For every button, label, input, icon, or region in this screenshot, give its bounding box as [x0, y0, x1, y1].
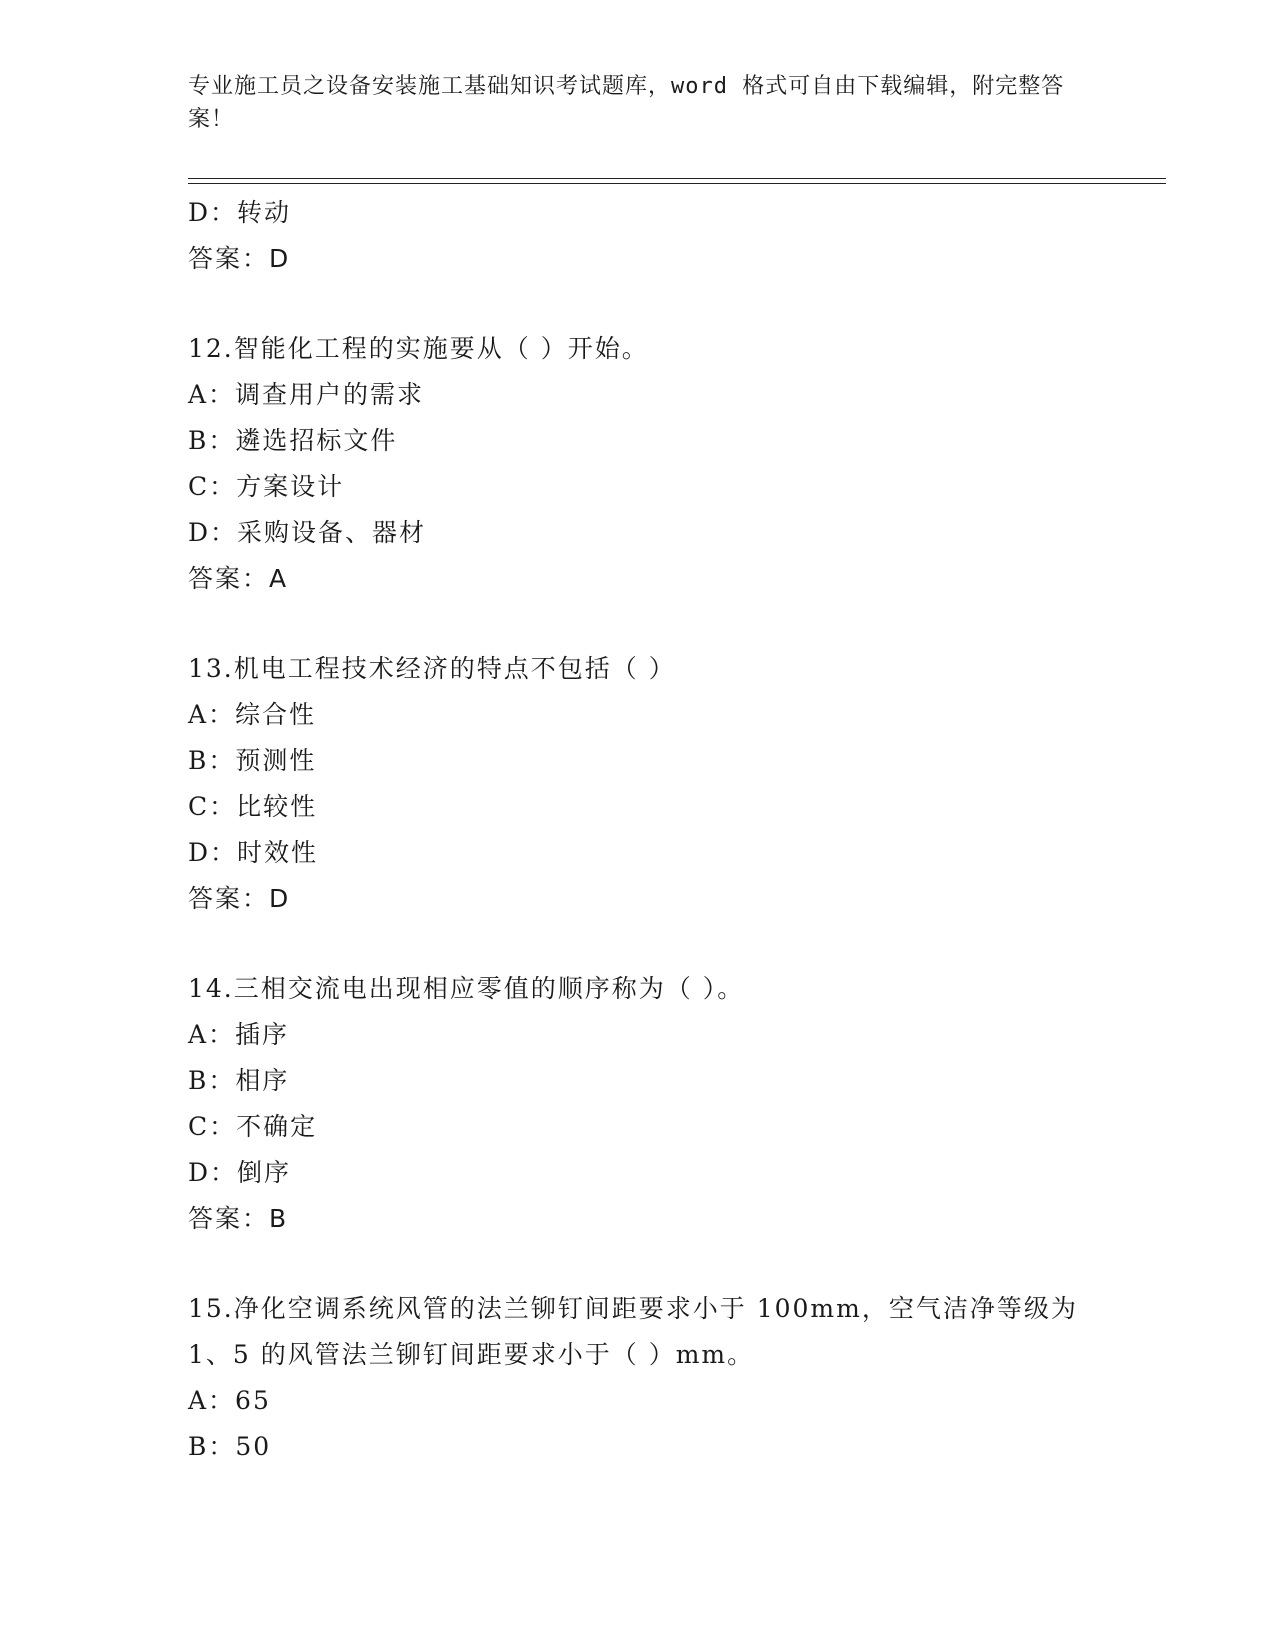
option-a: A：综合性	[188, 700, 317, 729]
option-b: B：预测性	[188, 746, 317, 775]
spacer	[188, 602, 1088, 646]
header-divider-bottom	[188, 183, 1166, 184]
question-15	[188, 1286, 1088, 1470]
question-14	[188, 966, 1088, 1242]
question-text: 12.智能化工程的实施要从（ ）开始。	[188, 334, 649, 363]
option-c: C：比较性	[188, 792, 318, 821]
question-11-answer: 答案：D	[188, 244, 291, 273]
option-b: B：遴选招标文件	[188, 426, 398, 455]
option-d: D：时效性	[188, 838, 319, 867]
option-c: C：方案设计	[188, 472, 345, 501]
option-d: D：采购设备、器材	[188, 518, 427, 547]
question-12	[188, 326, 1088, 602]
question-13	[188, 646, 1088, 922]
option-b: B：相序	[188, 1066, 290, 1095]
answer: 答案：B	[188, 1204, 289, 1233]
option-b: B：50	[188, 1432, 272, 1461]
document-header: 专业施工员之设备安装施工基础知识考试题库，word 格式可自由下载编辑，附完整答案！	[188, 74, 1065, 132]
spacer	[188, 1242, 1088, 1286]
option-a: A：插序	[188, 1020, 290, 1049]
answer: 答案：A	[188, 564, 289, 593]
option-a: A：调查用户的需求	[188, 380, 425, 409]
question-text: 15.净化空调系统风管的法兰铆钉间距要求小于 100mm，空气洁净等级为 1、5 的风管法兰铆钉间距要求小于（ ）mm。	[188, 1294, 1078, 1369]
option-a: A：65	[188, 1386, 271, 1415]
answer: 答案：D	[188, 884, 291, 913]
spacer	[188, 282, 1088, 326]
option-c: C：不确定	[188, 1112, 318, 1141]
question-list	[188, 190, 1088, 1470]
spacer	[188, 922, 1088, 966]
question-11-option-d: D：转动	[188, 198, 292, 227]
question-text: 13.机电工程技术经济的特点不包括（ ）	[188, 654, 676, 683]
option-d: D：倒序	[188, 1158, 292, 1187]
header-divider-top	[188, 178, 1166, 179]
question-text: 14.三相交流电出现相应零值的顺序称为（ ）。	[188, 974, 745, 1003]
